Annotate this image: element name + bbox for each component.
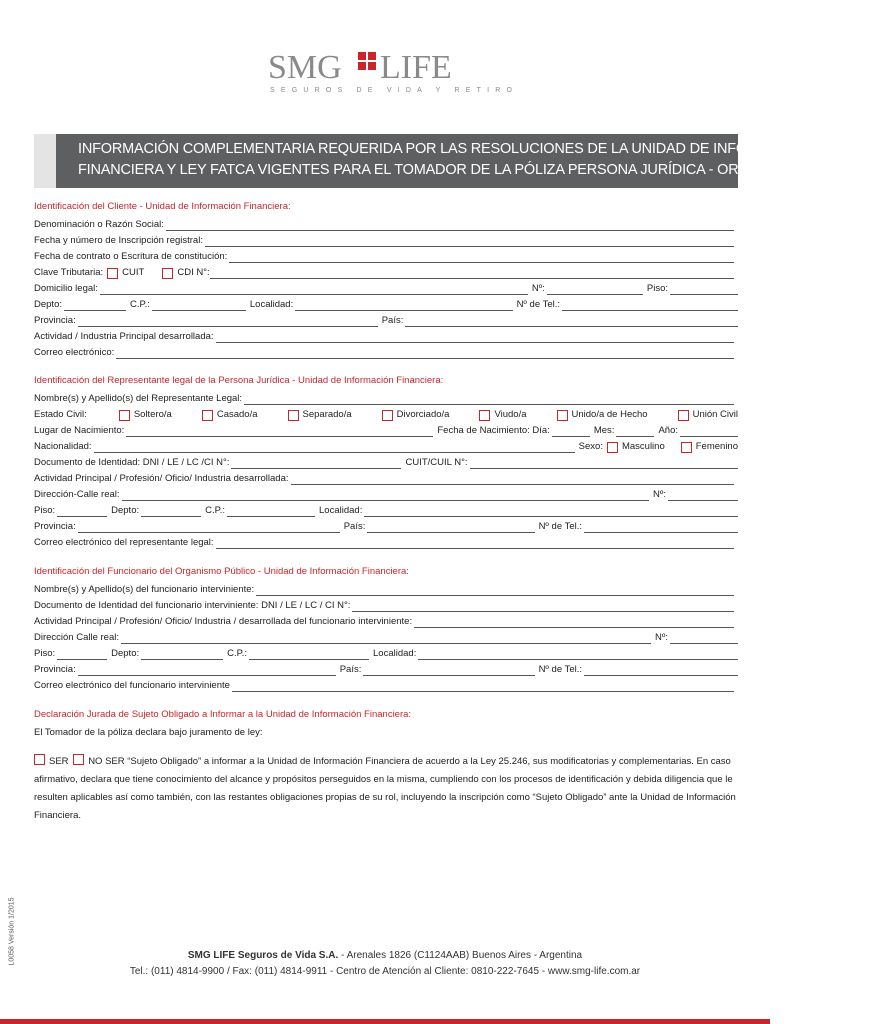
- option-label: CDI N°:: [177, 267, 210, 278]
- tel-field[interactable]: [584, 664, 738, 676]
- banner-line-1: INFORMACIÓN COMPLEMENTARIA REQUERIDA POR LAS RESOLUCIONES DE LA UNIDAD DE INFORMACIÓN: [78, 141, 815, 157]
- smg-life-logo: [268, 44, 519, 96]
- form-code: L0058 Versión 1/2015: [8, 897, 16, 966]
- depto-field[interactable]: [141, 505, 201, 517]
- section-declaracion: [34, 706, 738, 825]
- banner-line-2: FINANCIERA Y LEY FATCA VIGENTES PARA EL TOMADOR DE LA PÓLIZA PERSONA JURÍDICA - ORGANISMO PÚBLICO.: [78, 162, 875, 178]
- label: Piso:: [646, 283, 668, 294]
- label: Provincia:: [34, 521, 76, 532]
- label: Año:: [658, 425, 678, 436]
- option-label: Unión Civil: [692, 409, 738, 420]
- footer-contact: Tel.: (011) 4814-9900 / Fax: (011) 4814-9911 - Centro de Atención al Cliente: 0810-222-7645 - www.smg-life.com.ar: [129, 966, 641, 977]
- direccion-field[interactable]: [121, 632, 651, 644]
- localidad-field[interactable]: [295, 299, 512, 311]
- cdi-checkbox[interactable]: [162, 268, 173, 279]
- nro-field[interactable]: [670, 632, 738, 644]
- section-funcionario: [34, 563, 738, 692]
- fecha-contrato-field[interactable]: [229, 251, 734, 263]
- footer-line-1: [0, 950, 770, 961]
- lugar-field[interactable]: [126, 425, 433, 437]
- label: Nacionalidad:: [34, 441, 92, 452]
- estado-checkbox[interactable]: [678, 410, 689, 421]
- logo-tagline: SEGUROS DE VIDA Y RETIRO: [270, 87, 519, 94]
- mes-field[interactable]: [616, 425, 654, 437]
- pais-field[interactable]: [367, 521, 534, 533]
- label: C.P.:: [227, 648, 248, 659]
- label: Localidad:: [373, 648, 417, 659]
- actividad-field[interactable]: [216, 331, 734, 343]
- func-correo-field[interactable]: [232, 680, 734, 692]
- depto-field[interactable]: [141, 648, 223, 660]
- estado-checkbox[interactable]: [382, 410, 393, 421]
- tel-field[interactable]: [584, 521, 738, 533]
- option-label: Casado/a: [216, 409, 258, 420]
- pais-field[interactable]: [363, 664, 534, 676]
- estado-checkbox[interactable]: [479, 410, 490, 421]
- tel-field[interactable]: [562, 299, 738, 311]
- label: Fecha y número de Inscripción registral:: [34, 235, 203, 246]
- label: Documento de Identidad del funcionario interviniente: DNI / LE / LC / CI N°:: [34, 600, 351, 611]
- option-label: Femenino: [695, 441, 738, 452]
- banner-accent: [34, 134, 56, 188]
- estado-checkbox[interactable]: [557, 410, 568, 421]
- ser-label: SER: [49, 756, 69, 767]
- localidad-field[interactable]: [364, 505, 738, 517]
- logo-text-right: LIFE: [380, 49, 452, 86]
- label: Depto:: [111, 648, 140, 659]
- option-label: Separado/a: [302, 409, 352, 420]
- label: Lugar de Nacimiento:: [34, 425, 125, 436]
- label: Denominación o Razón Social:: [34, 219, 164, 230]
- correo-field[interactable]: [116, 347, 734, 359]
- label: Localidad:: [249, 299, 294, 310]
- label: C.P.:: [130, 299, 150, 310]
- label: Actividad Principal / Profesión/ Oficio/ Industria / desarrollada del funcionario interviniente:: [34, 616, 413, 627]
- section-title: Identificación del Representante legal de la Persona Jurídica - Unidad de Información Financiera:: [34, 375, 444, 386]
- inscripcion-field[interactable]: [205, 235, 734, 247]
- label: Clave Tributaria:: [34, 267, 104, 278]
- option-label: Unido/a de Hecho: [571, 409, 648, 420]
- provincia-field[interactable]: [78, 521, 340, 533]
- estado-checkbox[interactable]: [119, 410, 130, 421]
- title-banner: [34, 134, 875, 188]
- direccion-field[interactable]: [122, 489, 649, 501]
- label: CUIT/CUIL N°:: [405, 457, 468, 468]
- label: Correo electrónico del funcionario interviniente: [34, 680, 230, 691]
- piso-field[interactable]: [57, 648, 107, 660]
- estado-checkbox[interactable]: [288, 410, 299, 421]
- label: Nº de Tel.:: [538, 521, 582, 532]
- label: Nº:: [655, 632, 668, 643]
- label: Nombre(s) y Apellido(s) del Representante Legal:: [34, 393, 243, 404]
- label: Domicilio legal:: [34, 283, 98, 294]
- nro-field[interactable]: [668, 489, 738, 501]
- label: Mes:: [593, 425, 615, 436]
- no-ser-checkbox[interactable]: [73, 754, 84, 765]
- label: Correo electrónico:: [34, 347, 115, 358]
- cuit-checkbox[interactable]: [107, 268, 118, 279]
- label: Fecha de contrato o Escritura de constitución:: [34, 251, 228, 262]
- func-documento-field[interactable]: [352, 600, 734, 612]
- footer-address: - Arenales 1826 (C1124AAB) Buenos Aires - Argentina: [338, 950, 583, 961]
- declaracion-intro: El Tomador de la póliza declara bajo juramento de ley:: [34, 727, 263, 738]
- label: País:: [339, 664, 362, 675]
- label: País:: [381, 315, 404, 326]
- rep-actividad-field[interactable]: [291, 473, 734, 485]
- provincia-field[interactable]: [78, 664, 336, 676]
- label: Dirección-Calle real:: [34, 489, 120, 500]
- rep-nombre-field[interactable]: [244, 393, 734, 405]
- section-title: Identificación del Funcionario del Organismo Público - Unidad de Información Financiera:: [34, 566, 409, 577]
- option-label: Divorciado/a: [396, 409, 450, 420]
- label: Nº de Tel.:: [538, 664, 582, 675]
- section-title: Identificación del Cliente - Unidad de Información Financiera:: [34, 201, 291, 212]
- label: Depto:: [111, 505, 140, 516]
- cp-field[interactable]: [249, 648, 369, 660]
- label: Actividad / Industria Principal desarrollada:: [34, 331, 214, 342]
- masculino-checkbox[interactable]: [607, 442, 618, 453]
- label: Depto:: [34, 299, 62, 310]
- dia-field[interactable]: [552, 425, 590, 437]
- nacionalidad-field[interactable]: [94, 441, 575, 453]
- declaracion-paragraph: [34, 753, 738, 825]
- func-actividad-field[interactable]: [414, 616, 734, 628]
- anio-field[interactable]: [680, 425, 738, 437]
- documento-field[interactable]: [231, 457, 401, 469]
- label: Sexo:: [578, 441, 603, 452]
- label: C.P.:: [205, 505, 226, 516]
- label: Documento de Identidad: DNI / LE / LC /CI N°:: [34, 457, 230, 468]
- femenino-checkbox[interactable]: [681, 442, 692, 453]
- declaracion-text: “Sujeto Obligado” a informar a la Unidad de Información Financiera de acuerdo a la Ley 25.246, sus modificatorias y complementarias. En caso afirmativo, declara que tiene conocimiento del alcance y propósitos perseguidos en la misma, cumpliendo con los procesos de identificación y debida diligencia que le resulten aplicables así como también, con las restantes obligaciones propias de su rol, incluyendo la inscripción como “Sujeto Obligado” ante la Unidad de Información Financiera.: [34, 756, 736, 821]
- section-representante: [34, 372, 738, 549]
- label: Nº:: [531, 283, 545, 294]
- logo-cross-icon: [358, 52, 376, 70]
- label: Nombre(s) y Apellido(s) del funcionario interviniente:: [34, 584, 255, 595]
- footer-company: SMG LIFE Seguros de Vida S.A.: [187, 950, 339, 961]
- option-label: Masculino: [621, 441, 665, 452]
- cuit-cuil-field[interactable]: [470, 457, 738, 469]
- cp-field[interactable]: [227, 505, 315, 517]
- option-label: Viudo/a: [494, 409, 527, 420]
- nro-field[interactable]: [547, 283, 643, 295]
- bottom-accent-bar: [0, 1019, 770, 1024]
- section-title: Declaración Jurada de Sujeto Obligado a Informar a la Unidad de Información Financiera:: [34, 709, 412, 720]
- piso-field[interactable]: [670, 283, 738, 295]
- label: Correo electrónico del representante legal:: [34, 537, 214, 548]
- cp-field[interactable]: [152, 299, 246, 311]
- option-label: Soltero/a: [133, 409, 172, 420]
- rep-correo-field[interactable]: [216, 537, 734, 549]
- localidad-field[interactable]: [418, 648, 738, 660]
- logo-text-left: SMG: [268, 49, 342, 86]
- razon-social-field[interactable]: [166, 219, 734, 231]
- no-ser-label: NO SER: [88, 756, 125, 767]
- section-cliente: [34, 198, 738, 359]
- ser-checkbox[interactable]: [34, 754, 45, 765]
- label: Actividad Principal / Profesión/ Oficio/ Industria desarrollada:: [34, 473, 289, 484]
- provincia-field[interactable]: [78, 315, 378, 327]
- label: Estado Civil:: [34, 409, 87, 420]
- label: Nº:: [653, 489, 666, 500]
- label: Piso:: [34, 648, 56, 659]
- depto-field[interactable]: [64, 299, 126, 311]
- label: Nº de Tel.:: [516, 299, 560, 310]
- domicilio-field[interactable]: [100, 283, 528, 295]
- label: Provincia:: [34, 664, 76, 675]
- clave-field[interactable]: [210, 267, 734, 279]
- label: Provincia:: [34, 315, 76, 326]
- option-label: CUIT: [122, 267, 145, 278]
- func-nombre-field[interactable]: [256, 584, 734, 596]
- banner-title: [78, 139, 875, 181]
- pais-field[interactable]: [405, 315, 738, 327]
- piso-field[interactable]: [57, 505, 107, 517]
- estado-checkbox[interactable]: [202, 410, 213, 421]
- label: Localidad:: [319, 505, 363, 516]
- label: Dirección Calle real:: [34, 632, 120, 643]
- label: Piso:: [34, 505, 56, 516]
- label: País:: [343, 521, 366, 532]
- label: Fecha de Nacimiento: Día:: [437, 425, 550, 436]
